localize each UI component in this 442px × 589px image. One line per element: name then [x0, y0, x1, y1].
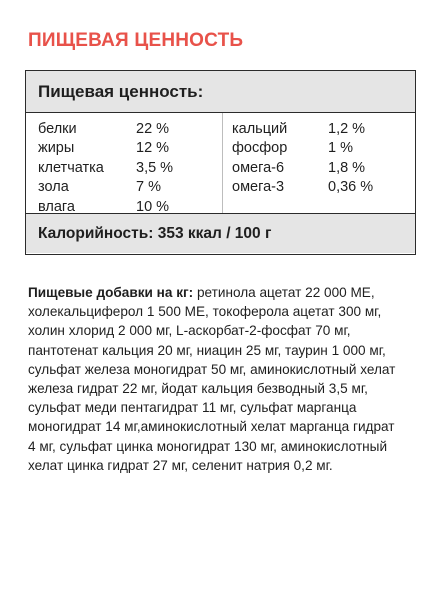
nutrient-name: жиры: [38, 140, 75, 157]
additives-paragraph: [28, 283, 400, 475]
nutrient-name: омега-6: [232, 159, 285, 176]
nutrient-value: 1 %: [328, 140, 353, 157]
nutrient-value: 1,2 %: [328, 120, 366, 137]
nutrient-name: белки: [38, 120, 77, 137]
column-divider: [222, 113, 223, 213]
nutrient-name: зола: [38, 179, 69, 196]
nutrient-name: клетчатка: [38, 159, 104, 176]
nutrient-name: кальций: [232, 120, 288, 137]
nutrient-name: фосфор: [232, 140, 288, 157]
nutrient-value: 1,8 %: [328, 159, 366, 176]
nutrient-row: [38, 119, 173, 139]
nutrition-table: [25, 70, 416, 255]
nutrition-table-title: Пищевая ценность:: [26, 71, 415, 113]
nutrient-row: [38, 197, 173, 217]
nutrient-value: 3,5 %: [136, 159, 174, 176]
nutrients-left-column: [38, 119, 173, 217]
nutrient-row: [232, 178, 373, 198]
additives-label: Пищевые добавки на кг:: [28, 285, 194, 300]
nutrients-right-column: [232, 119, 373, 197]
nutrient-value: 0,36 %: [328, 179, 374, 196]
nutrient-row: [38, 158, 173, 178]
section-heading: ПИЩЕВАЯ ЦЕННОСТЬ: [28, 30, 244, 51]
nutrient-value: 12 %: [136, 140, 170, 157]
nutrient-value: 7 %: [136, 179, 161, 196]
calories-row: Калорийность: 353 ккал / 100 г: [26, 214, 415, 253]
nutrient-row: [232, 158, 373, 178]
nutrient-name: омега-3: [232, 179, 285, 196]
nutrition-table-body: [26, 113, 415, 214]
nutrient-name: влага: [38, 198, 75, 215]
nutrient-row: [232, 119, 373, 139]
nutrient-row: [232, 139, 373, 159]
nutrient-value: 10 %: [136, 198, 170, 215]
additives-text: ретинола ацетат 22 000 МЕ, холекальциферол 1 500 МЕ, токоферола ацетат 300 мг, холин хлорид 2 000 мг, L-аскорбат-2-фосфат 70 мг, пантотенат кальция 20 мг, ниацин 25 мг, таурин 1 000 мг, сульфат железа моногидрат 50 мг, аминокислотный хелат железа гидрат 22 мг, йодат кальция безводный 3,5 мг, сульфат меди пентагидрат 11 мг, сульфат марганца моногидрат 14 мг,аминокислотный хелат марганца гидрат 4 мг, сульфат цинка моногидрат 130 мг, аминокислотный хелат цинка гидрат 27 мг, селенит натрия 0,2 мг.: [28, 285, 396, 473]
nutrient-value: 22 %: [136, 120, 170, 137]
nutrient-row: [38, 139, 173, 159]
nutrient-row: [38, 178, 173, 198]
